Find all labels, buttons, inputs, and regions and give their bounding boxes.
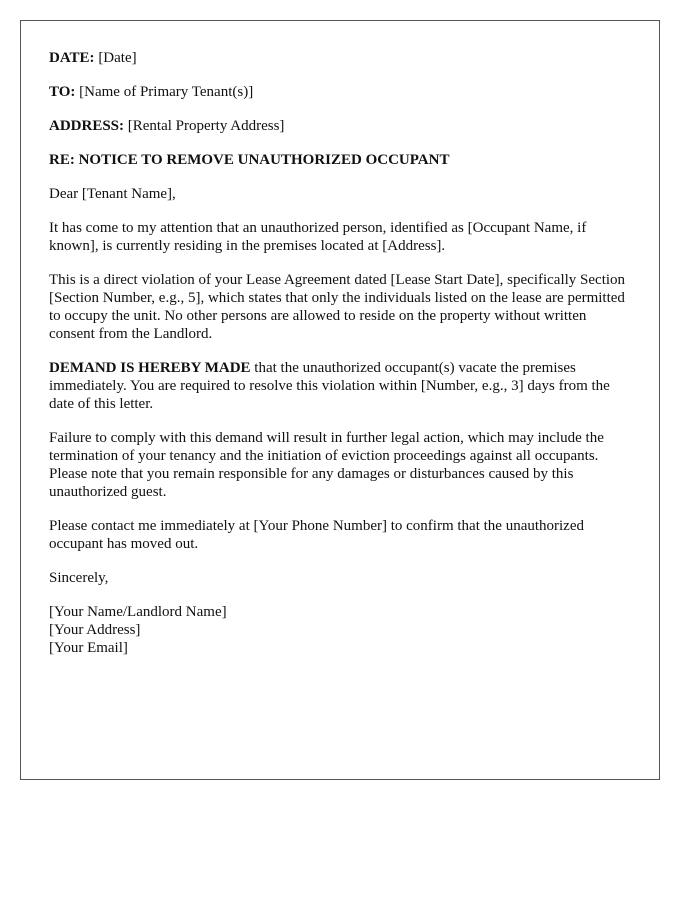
paragraph-demand: [49, 359, 633, 413]
letter-body: [49, 49, 633, 673]
recipient-label: TO:: [49, 84, 76, 100]
recipient-value: [Name of Primary Tenant(s)]: [79, 84, 254, 100]
recipient-line: [49, 83, 633, 101]
subject-line: RE: NOTICE TO REMOVE UNAUTHORIZED OCCUPANT: [49, 152, 450, 168]
date-value: [Date]: [98, 50, 137, 66]
salutation: Dear [Tenant Name],: [49, 186, 176, 202]
paragraph-violation: This is a direct violation of your Lease Agreement dated [Lease Start Date], specifically Section [Section Number, e.g., 5], which states that only the individuals listed on the lease are permitted to occupy the unit. No other persons are allowed to reside on the property without written consent from the Landlord.: [49, 272, 626, 342]
address-line: [49, 117, 633, 135]
letter-page: [20, 20, 660, 780]
signature-email: [Your Email]: [49, 640, 128, 656]
demand-text: that the unauthorized occupant(s) vacate the premises immediately. You are required to resolve this violation within [Number, e.g., 3] days from the date of this letter.: [49, 360, 610, 412]
signature-name: [Your Name/Landlord Name]: [49, 604, 227, 620]
paragraph-notice: It has come to my attention that an unauthorized person, identified as [Occupant Name, if known], is currently residing in the premises located at [Address].: [49, 220, 587, 254]
address-value: [Rental Property Address]: [127, 118, 285, 134]
date-line: [49, 49, 633, 67]
demand-lead: DEMAND IS HEREBY MADE: [49, 360, 251, 376]
date-label: DATE:: [49, 50, 95, 66]
signature-block: [49, 603, 633, 657]
signature-address: [Your Address]: [49, 622, 141, 638]
address-label: ADDRESS:: [49, 118, 125, 134]
closing: Sincerely,: [49, 570, 109, 586]
paragraph-consequences: Failure to comply with this demand will result in further legal action, which may include the termination of your tenancy and the initiation of eviction proceedings against all occupants. Please note that you remain responsible for any damages or disturbances caused by this unauthorized guest.: [49, 430, 604, 500]
paragraph-contact: Please contact me immediately at [Your Phone Number] to confirm that the unauthorized occupant has moved out.: [49, 518, 584, 552]
